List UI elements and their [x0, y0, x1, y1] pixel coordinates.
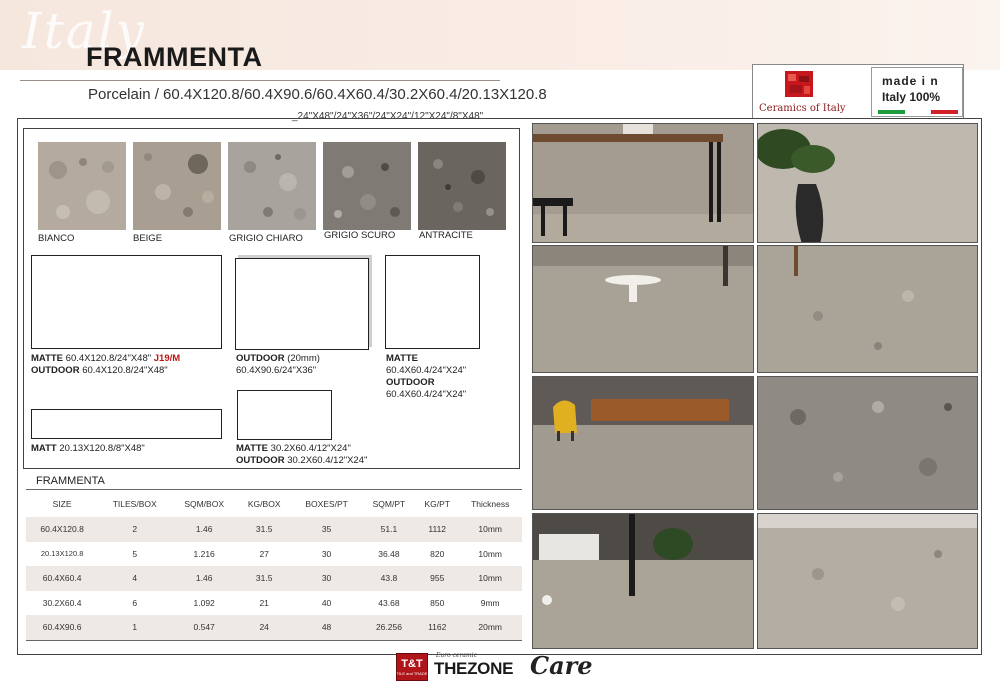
table-header-row [26, 490, 522, 517]
room-photo-kitchen [532, 513, 754, 649]
euro-ceramic-tagline: Euro ceramic [436, 652, 477, 659]
table-cell: 30 [291, 542, 362, 567]
table-cell: 30 [291, 566, 362, 591]
table-cell: 955 [416, 566, 458, 591]
table-cell: 1.46 [171, 566, 237, 591]
column-header: KG/BOX [247, 498, 281, 509]
table-cell: 1112 [416, 517, 458, 542]
product-sizes-inches: _24"X48"/24"X36"/24"X24"/12"X24"/8"X48" [292, 111, 484, 122]
format-tile-20x120 [31, 409, 222, 439]
table-cell: 60.4X60.4 [26, 566, 98, 591]
swatch-label: GRIGIO SCURO [324, 230, 396, 241]
table-cell: 0.547 [171, 615, 237, 640]
column-header: Thickness [471, 498, 510, 509]
table-cell: 6 [98, 591, 171, 616]
table-cell: 21 [237, 591, 291, 616]
room-photo-console [532, 123, 754, 243]
format-caption-60x90: OUTDOOR (20mm) 60.4X90.6/24"X36" [236, 353, 320, 376]
ceramics-of-italy-mark-icon [783, 69, 815, 99]
room-photo-plant [757, 123, 978, 243]
swatch-label: GRIGIO CHIARO [229, 233, 303, 244]
swatch-label: ANTRACITE [419, 230, 473, 241]
swatch-grigio-scuro [323, 142, 411, 230]
column-header: TILES/BOX [112, 498, 157, 509]
ceramics-of-italy-logo [757, 67, 857, 117]
room-photo-patio [757, 513, 978, 649]
format-caption-60x60: MATTE 60.4X60.4/24"X24" OUTDOOR 60.4X60.4/24"X24" [386, 353, 467, 400]
product-subtitle: Porcelain / 60.4X120.8/60.4X90.6/60.4X60.4/30.2X60.4/20.13X120.8 [88, 86, 547, 103]
table-cell: 20mm [458, 615, 522, 640]
format-tile-60x120 [31, 255, 222, 349]
column-header: SQM/BOX [184, 498, 224, 509]
italy-watermark: Italy [22, 2, 146, 60]
tt-logo [396, 653, 428, 681]
tt-logo-text: T&T [401, 658, 423, 670]
made-in-line-2: Italy 100% [882, 90, 941, 104]
table-cell: 43.68 [362, 591, 416, 616]
swatch-bianco [38, 142, 126, 230]
made-in-line-1: made i n [882, 74, 939, 88]
table-cell: 1.216 [171, 542, 237, 567]
table-cell: 31.5 [237, 517, 291, 542]
table-row [26, 566, 522, 591]
column-header: SQM/PT [372, 498, 406, 509]
table-cell: 820 [416, 542, 458, 567]
table-cell: 5 [98, 542, 171, 567]
table-row [26, 517, 522, 542]
table-cell: 40 [291, 591, 362, 616]
format-caption-20x120: MATT 20.13X120.8/8"X48" [31, 443, 145, 454]
table-cell: 43.8 [362, 566, 416, 591]
table-cell: 1.46 [171, 517, 237, 542]
room-photo-dining [532, 245, 754, 373]
table-cell: 20.13X120.8 [26, 542, 98, 567]
format-caption-30x60: MATTE 30.2X60.4/12"X24" OUTDOOR 30.2X60.4/12"X24" [236, 443, 368, 466]
table-cell: 10mm [458, 517, 522, 542]
table-cell: 26.256 [362, 615, 416, 640]
format-caption-60x120: MATTE 60.4X120.8/24"X48" J19/M OUTDOOR 60.4X120.8/24"X48" [31, 353, 181, 376]
room-photo-floor-closeup [757, 245, 978, 373]
table-divider [26, 640, 522, 641]
format-tile-30x60 [237, 390, 332, 440]
swatch-label: BIANCO [38, 233, 75, 244]
table-cell: 1.092 [171, 591, 237, 616]
table-cell: 9mm [458, 591, 522, 616]
table-cell: 31.5 [237, 566, 291, 591]
thezone-wordmark: THEZONE [434, 659, 514, 678]
table-cell: 51.1 [362, 517, 416, 542]
room-photo-living [532, 376, 754, 510]
page-title: FRAMMENTA [86, 42, 263, 72]
tt-logo-subtext: TILE and TRADE [396, 671, 428, 676]
format-tile-60x90 [235, 258, 369, 350]
format-tile-60x60 [385, 255, 480, 349]
table-cell: 4 [98, 566, 171, 591]
swatch-grigio-chiaro [228, 142, 316, 230]
table-row [26, 591, 522, 616]
table-cell: 850 [416, 591, 458, 616]
table-cell: 2 [98, 517, 171, 542]
table-cell: 24 [237, 615, 291, 640]
table-cell: 10mm [458, 542, 522, 567]
swatch-beige [133, 142, 221, 230]
column-header: SIZE [52, 498, 72, 509]
column-header: KG/PT [424, 498, 450, 509]
table-cell: 30.2X60.4 [26, 591, 98, 616]
table-cell: 48 [291, 615, 362, 640]
table-cell: 35 [291, 517, 362, 542]
room-photo-texture [757, 376, 978, 510]
swatch-antracite [418, 142, 506, 230]
italian-flag-icon [878, 110, 958, 114]
table-cell: 36.48 [362, 542, 416, 567]
footer-brand [396, 650, 606, 686]
table-cell: 10mm [458, 566, 522, 591]
table-cell: 60.4X90.6 [26, 615, 98, 640]
table-cell: 1 [98, 615, 171, 640]
spec-table [26, 490, 522, 640]
column-header: BOXES/PT [305, 498, 348, 509]
table-cell: 60.4X120.8 [26, 517, 98, 542]
care-wordmark: Care [530, 651, 593, 680]
ceramics-of-italy-text: Ceramics of Italy [759, 103, 846, 114]
title-divider [20, 80, 500, 81]
made-in-italy-badge [871, 67, 963, 117]
certification-logos [752, 64, 964, 119]
swatch-label: BEIGE [133, 233, 163, 244]
table-cell: 27 [237, 542, 291, 567]
table-row [26, 542, 522, 567]
table-title: FRAMMENTA [36, 475, 105, 487]
table-cell: 1162 [416, 615, 458, 640]
table-row [26, 615, 522, 640]
